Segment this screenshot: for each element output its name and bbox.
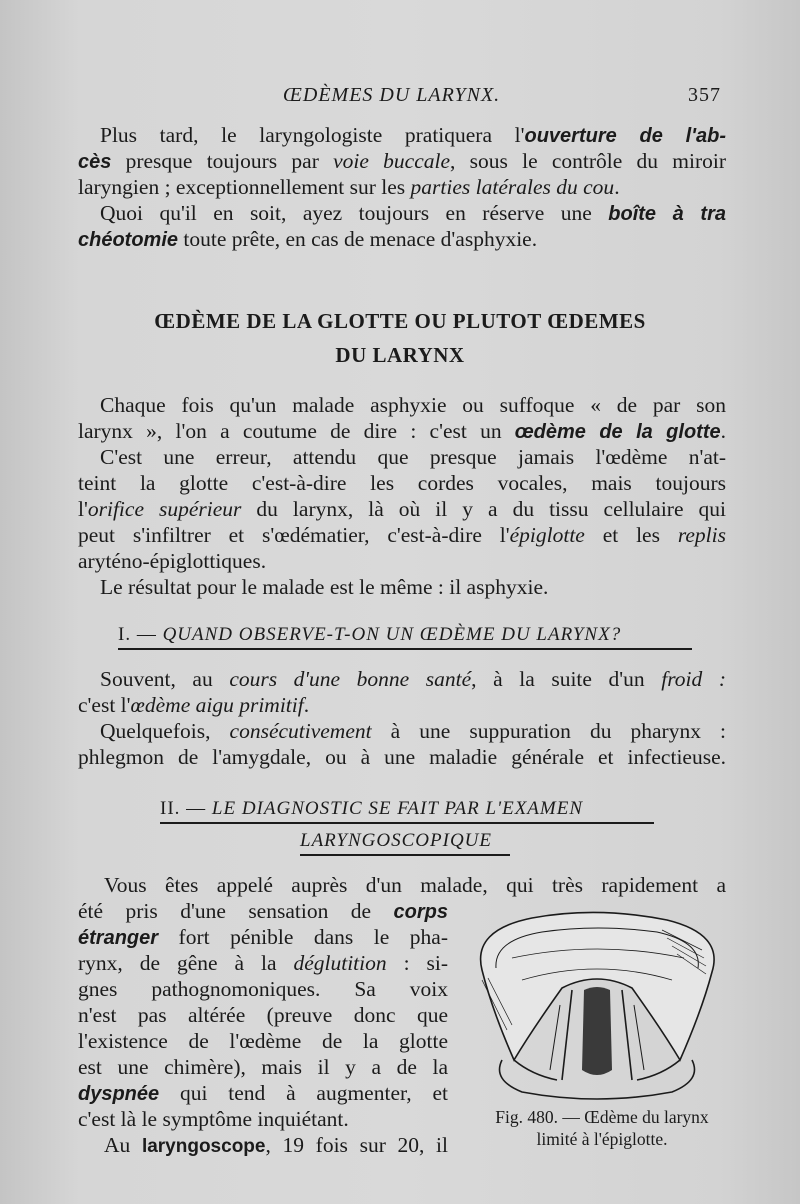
subheading-1: I. — QUAND OBSERVE-T-ON UN ŒDÈME DU LARYNX? — [118, 624, 622, 645]
page-number: 357 — [688, 84, 721, 106]
text-line: aryténo-épiglottiques. — [78, 549, 267, 573]
text-line: est une chimère), mais il y a de la — [78, 1055, 448, 1079]
text-line: Quoi qu'il en soit, ayez toujours en réserve une boîte à tra — [100, 201, 726, 225]
text-line: larynx », l'on a coutume de dire : c'est un œdème de la glotte. — [78, 419, 726, 443]
running-head-title: ŒDÈMES DU LARYNX. — [283, 84, 501, 106]
text-line: l'orifice supérieur du larynx, là où il y a du tissu cellulaire qui — [78, 497, 726, 521]
subheading-1-rule — [118, 648, 692, 650]
section-heading-line2: DU LARYNX — [335, 343, 465, 367]
text-line: chéotomie toute prête, en cas de menace d'asphyxie. — [78, 227, 538, 251]
figure-caption-line1: Fig. 480. — Œdème du larynx — [495, 1107, 709, 1127]
text-line: n'est pas altérée (preuve donc que — [78, 1003, 448, 1027]
text-line: c'est l'œdème aigu primitif. — [78, 693, 310, 717]
text-line: C'est une erreur, attendu que presque jamais l'œdème n'at- — [100, 445, 726, 469]
subheading-2-rule1 — [160, 822, 654, 824]
subheading-2-line1: II. — LE DIAGNOSTIC SE FAIT PAR L'EXAMEN — [160, 798, 584, 819]
text-line: Quelquefois, consécutivement à une suppuration du pharynx : — [100, 719, 726, 743]
text-line: rynx, de gêne à la déglutition : si- — [78, 951, 448, 975]
text-line: été pris d'une sensation de corps — [78, 899, 448, 923]
figure-caption-line2: limité à l'épiglotte. — [536, 1129, 668, 1149]
text-line: Le résultat pour le malade est le même : il asphyxie. — [100, 575, 549, 599]
running-head — [0, 84, 800, 112]
section-heading-line1: ŒDÈME DE LA GLOTTE OU PLUTOT ŒDEMES — [154, 309, 646, 333]
text-line: c'est là le symptôme inquiétant. — [78, 1107, 349, 1131]
subheading-2-line2: LARYNGOSCOPIQUE — [300, 830, 492, 851]
text-line: peut s'infiltrer et s'œdématier, c'est-à-dire l'épiglotte et les replis — [78, 523, 726, 547]
text-line: laryngien ; exceptionnellement sur les parties latérales du cou. — [78, 175, 620, 199]
text-line: l'existence de l'œdème de la glotte — [78, 1029, 448, 1053]
text-line: dyspnée qui tend à augmenter, et — [78, 1081, 448, 1105]
text-line: gnes pathognomoniques. Sa voix — [78, 977, 448, 1001]
text-line: cès presque toujours par voie buccale, sous le contrôle du miroir — [78, 149, 726, 173]
text-line: Plus tard, le laryngologiste pratiquera l'ouverture de l'ab- — [100, 123, 726, 147]
text-line: Souvent, au cours d'une bonne santé, à la suite d'un froid : — [100, 667, 726, 691]
text-line: Vous êtes appelé auprès d'un malade, qui très rapidement a — [104, 873, 726, 897]
larynx-illustration — [462, 910, 732, 1100]
text-line: étranger fort pénible dans le pha- — [78, 925, 448, 949]
text-line: Au laryngoscope, 19 fois sur 20, il — [104, 1133, 448, 1157]
text-line: phlegmon de l'amygdale, ou à une maladie générale et infectieuse. — [78, 745, 726, 769]
text-line: teint la glotte c'est-à-dire les cordes vocales, mais toujours — [78, 471, 726, 495]
subheading-2-rule2 — [300, 854, 510, 856]
text-line: Chaque fois qu'un malade asphyxie ou suffoque « de par son — [100, 393, 726, 417]
